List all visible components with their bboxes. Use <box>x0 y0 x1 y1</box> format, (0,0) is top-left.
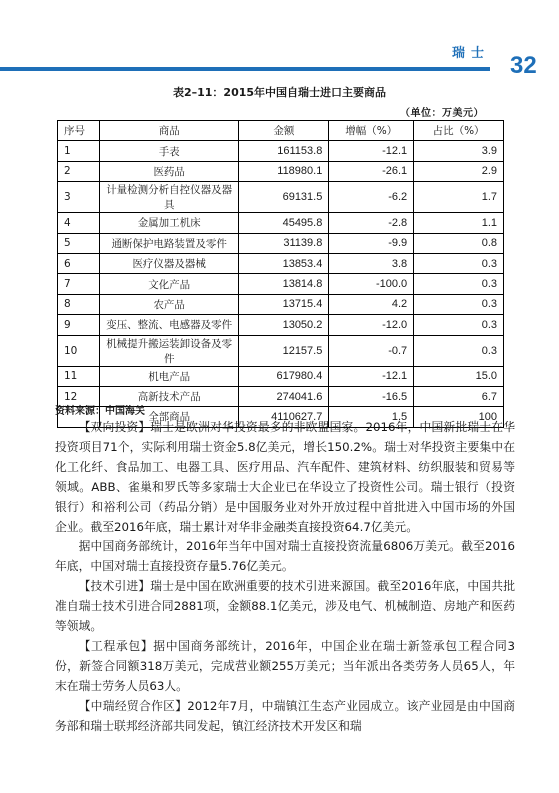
row-change: -9.9 <box>329 233 414 253</box>
header-rule <box>0 67 490 71</box>
row-change: -2.8 <box>329 213 414 233</box>
row-number: 5 <box>58 233 100 253</box>
row-change: -26.1 <box>329 161 414 181</box>
body-paragraph: 【中瑞经贸合作区】2012年7月，中瑞镇江生态产业园成立。该产业园是由中国商务部和瑞士联邦经济部共同发起，镇江经济技术开发区和瑞 <box>55 698 515 733</box>
row-change: -100.0 <box>329 274 414 294</box>
row-product: 文化产品 <box>99 274 239 294</box>
row-share: 1.1 <box>414 213 504 233</box>
table-row <box>58 213 504 233</box>
table-row <box>58 233 504 253</box>
table-row <box>58 315 504 335</box>
table-title: 表2–11：2015年中国自瑞士进口主要商品 <box>172 86 387 99</box>
row-change: 4.2 <box>329 294 414 314</box>
row-share: 0.3 <box>414 315 504 335</box>
table-header-row <box>58 121 504 141</box>
row-amount: 31139.8 <box>239 233 329 253</box>
row-product: 变压、整流、电感器及零件 <box>99 315 239 335</box>
row-amount: 161153.8 <box>239 141 329 161</box>
row-number: 9 <box>58 315 100 335</box>
row-amount: 13853.4 <box>239 253 329 273</box>
row-product: 机械提升搬运装卸设备及零件 <box>99 335 239 366</box>
row-number: 1 <box>58 141 100 161</box>
row-amount: 13715.4 <box>239 294 329 314</box>
row-amount: 118980.1 <box>239 161 329 181</box>
column-header-name: 商品 <box>99 121 239 141</box>
table-row <box>58 141 504 161</box>
table-source: 资料来源：中国海关 <box>55 406 145 417</box>
header-country-label: 瑞士 <box>452 46 491 61</box>
row-amount: 617980.4 <box>239 366 329 386</box>
body-text <box>55 418 515 737</box>
row-product: 医疗仪器及器械 <box>99 253 239 273</box>
body-paragraph: 【技术引进】瑞士是中国在欧洲重要的技术引进来源国。截至2016年底，中国共批准自瑞士技术引进合同2881项，金额88.1亿美元，涉及电气、机械制造、房地产和医药等领域。 <box>55 579 515 634</box>
page-number: 32 <box>510 52 537 79</box>
row-share: 1.7 <box>414 182 504 213</box>
row-product: 医药品 <box>99 161 239 181</box>
table-row <box>58 366 504 386</box>
row-product: 全部商品 <box>99 407 239 427</box>
table-row <box>58 274 504 294</box>
table-row <box>58 335 504 366</box>
table-body <box>58 141 504 427</box>
row-change: -12.1 <box>329 141 414 161</box>
row-number: 12 <box>58 386 100 406</box>
row-share: 0.3 <box>414 253 504 273</box>
table-row <box>58 182 504 213</box>
row-amount: 13814.8 <box>239 274 329 294</box>
row-amount: 45495.8 <box>239 213 329 233</box>
row-number: 3 <box>58 182 100 213</box>
row-amount: 274041.6 <box>239 386 329 406</box>
row-number: 11 <box>58 366 100 386</box>
row-change: -12.1 <box>329 366 414 386</box>
row-number: 2 <box>58 161 100 181</box>
column-header-amount: 金额 <box>239 121 329 141</box>
column-header-no: 序号 <box>58 121 100 141</box>
row-number: 4 <box>58 213 100 233</box>
row-number: 8 <box>58 294 100 314</box>
row-share: 100 <box>414 407 504 427</box>
row-product: 机电产品 <box>99 366 239 386</box>
column-header-change: 增幅（%） <box>329 121 414 141</box>
body-paragraph: 【双向投资】瑞士是欧洲对华投资最多的非欧盟国家。2016年，中国新批瑞士在华投资项目71个，实际利用瑞士资金5.8亿美元，增长150.2%。瑞士对华投资主要集中在化工化纤、食品加工、电器工具、医疗用品、汽车配件、建筑材料、纺织服装和贸易等领域。ABB、雀巢和罗氏等多家瑞士大企业已在华设立了投资性公司。瑞士银行（投资银行）和裕利公司（药品分销）是中国服务业对外开放过程中首批进入中国市场的外国企业。截至2016年底，瑞士累计对华非金融类直接投资64.7亿美元。 <box>55 420 515 534</box>
row-product: 通断保护电路装置及零件 <box>99 233 239 253</box>
row-amount: 69131.5 <box>239 182 329 213</box>
row-product: 手表 <box>99 141 239 161</box>
row-change: 3.8 <box>329 253 414 273</box>
row-number: 10 <box>58 335 100 366</box>
row-share: 15.0 <box>414 366 504 386</box>
table-row <box>58 161 504 181</box>
row-change: -12.0 <box>329 315 414 335</box>
import-table <box>57 120 504 428</box>
row-amount: 12157.5 <box>239 335 329 366</box>
table-row <box>58 253 504 273</box>
row-change: -16.5 <box>329 386 414 406</box>
row-change: 1.5 <box>329 407 414 427</box>
body-paragraph: 据中国商务部统计，2016年当年中国对瑞士直接投资流量6806万美元。截至2016年底，中国对瑞士直接投资存量5.76亿美元。 <box>55 539 515 574</box>
row-change: -0.7 <box>329 335 414 366</box>
row-number: 7 <box>58 274 100 294</box>
table-unit: （单位：万美元） <box>400 108 484 119</box>
table-row <box>58 294 504 314</box>
row-share: 2.9 <box>414 161 504 181</box>
column-header-share: 占比（%） <box>414 121 504 141</box>
body-paragraph: 【工程承包】据中国商务部统计，2016年，中国企业在瑞士新签承包工程合同3份，新签合同额318万美元，完成营业额255万美元；当年派出各类劳务人员65人，年末在瑞士劳务人员63人。 <box>55 638 515 693</box>
row-number: 6 <box>58 253 100 273</box>
row-share: 0.3 <box>414 274 504 294</box>
row-product: 农产品 <box>99 294 239 314</box>
row-product: 计量检测分析自控仪器及器具 <box>99 182 239 213</box>
row-share: 6.7 <box>414 386 504 406</box>
row-amount: 4110627.7 <box>239 407 329 427</box>
row-share: 0.3 <box>414 335 504 366</box>
row-product: 金属加工机床 <box>99 213 239 233</box>
row-share: 0.8 <box>414 233 504 253</box>
row-share: 0.3 <box>414 294 504 314</box>
row-change: -6.2 <box>329 182 414 213</box>
row-product: 高新技术产品 <box>99 386 239 406</box>
row-amount: 13050.2 <box>239 315 329 335</box>
row-share: 3.9 <box>414 141 504 161</box>
